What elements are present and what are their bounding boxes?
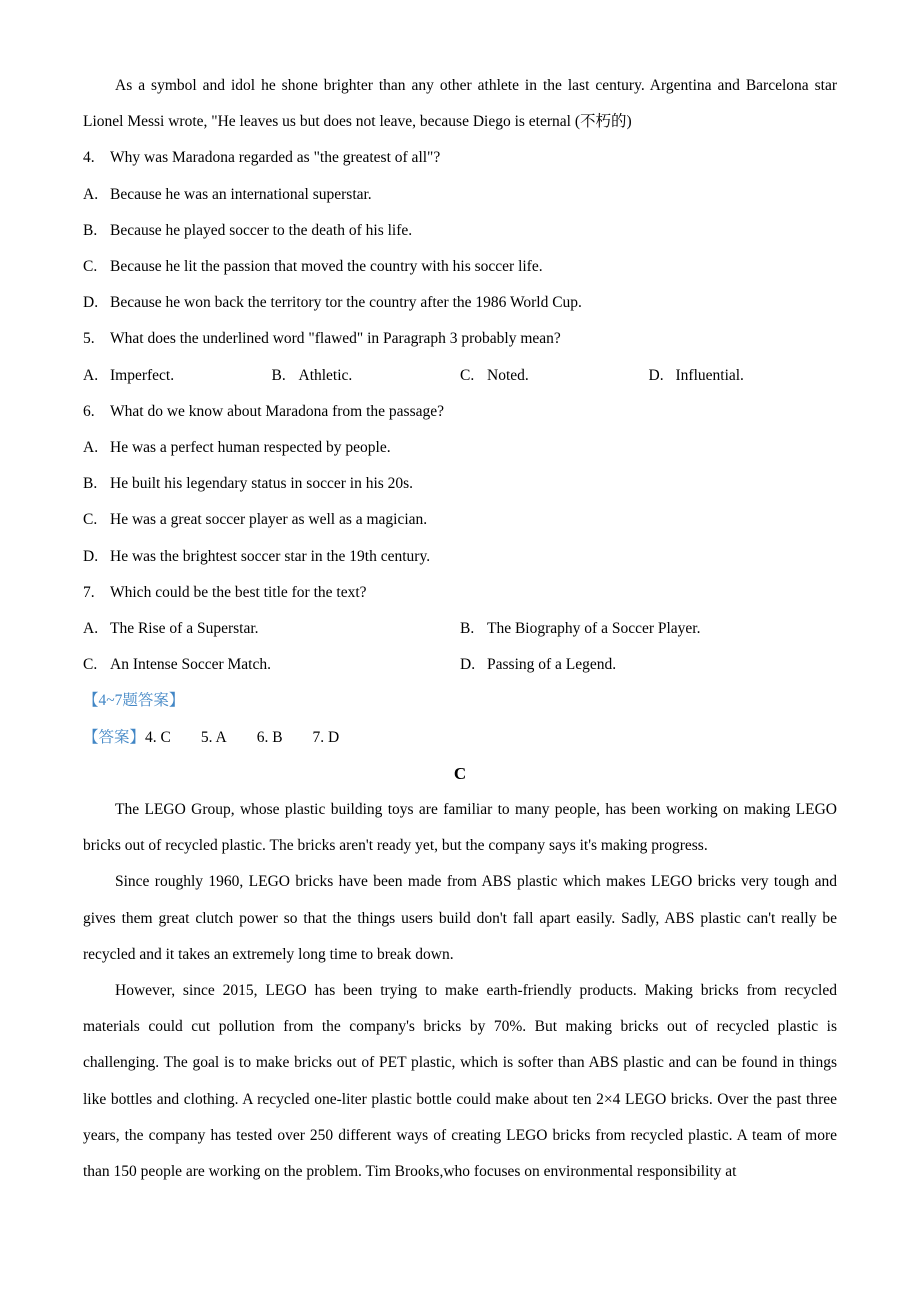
question-6-option-a [83, 430, 837, 466]
option-label: A. [83, 366, 99, 384]
question-7-options-row-2 [83, 647, 837, 683]
option-text: He was a perfect human respected by people. [110, 439, 391, 457]
option-label: D. [83, 547, 99, 565]
answer-range-header: 【4~7题答案】 [83, 692, 185, 710]
option-text: He was a great soccer player as well as a magician. [110, 511, 428, 529]
question-text: Which could be the best title for the text? [110, 583, 367, 601]
option-label: C. [460, 366, 475, 384]
question-6-option-b [83, 466, 837, 502]
body-paragraph-3: However, since 2015, LEGO has been trying to make earth-friendly products. Making bricks from recycled materials could cut pollution from the company's bricks by 70%. But making bricks out of recycled plastic is challenging. The goal is to make bricks out of PET plastic, which is softer than ABS plastic and can be found in things like bottles and clothing. A recycled one-liter plastic bottle could make about ten 2×4 LEGO bricks. Over the past three years, the company has tested over 250 different ways of creating LEGO bricks from recycled plastic. A team of more than 150 people are working on the problem. Tim Brooks,who focuses on environmental responsibility at [83, 982, 837, 1181]
option-text: Athletic. [298, 366, 353, 384]
question-7-options-row-1 [83, 611, 837, 647]
question-number: 5. [83, 330, 95, 348]
answer-line [83, 720, 837, 756]
question-4-option-a [83, 177, 837, 213]
option-text: Because he won back the territory tor the country after the 1986 World Cup. [110, 294, 582, 312]
question-5-options [83, 358, 837, 394]
option-label: C. [83, 258, 98, 276]
question-5-stem [83, 321, 837, 357]
question-7-option-c [83, 647, 460, 683]
question-6-option-c [83, 502, 837, 538]
question-6-stem [83, 394, 837, 430]
option-text: He was the brightest soccer star in the 19th century. [110, 547, 431, 565]
option-text: Imperfect. [110, 366, 175, 384]
answer-item: 4. C [145, 728, 171, 746]
option-text: Because he was an international superstar. [110, 185, 372, 203]
question-text: What do we know about Maradona from the passage? [110, 402, 444, 420]
answer-item: 5. A [200, 728, 227, 746]
option-text: Passing of a Legend. [487, 656, 617, 674]
option-text: Because he lit the passion that moved the country with his soccer life. [110, 258, 543, 276]
question-text: Why was Maradona regarded as "the greatest of all"? [110, 149, 441, 167]
option-label: B. [271, 366, 286, 384]
question-5-option-c [460, 358, 649, 394]
question-number: 7. [83, 583, 95, 601]
question-7-option-a [83, 611, 460, 647]
answer-item: 7. D [312, 728, 340, 746]
option-text: He built his legendary status in soccer in his 20s. [110, 475, 414, 493]
option-label: D. [83, 294, 99, 312]
section-heading: C [453, 763, 467, 783]
question-number: 4. [83, 149, 95, 167]
option-label: D. [648, 366, 664, 384]
option-label: C. [83, 511, 98, 529]
question-7-stem [83, 575, 837, 611]
option-text: An Intense Soccer Match. [110, 656, 271, 674]
option-text: Noted. [487, 366, 529, 384]
option-text: The Biography of a Soccer Player. [487, 620, 701, 638]
option-label: C. [83, 656, 98, 674]
option-label: B. [83, 221, 98, 239]
option-text: Influential. [675, 366, 744, 384]
question-4-option-b [83, 213, 837, 249]
option-label: A. [83, 620, 99, 638]
option-text: The Rise of a Superstar. [110, 620, 259, 638]
question-4-option-c [83, 249, 837, 285]
body-paragraph-1: The LEGO Group, whose plastic building toys are familiar to many people, has been working on making LEGO bricks out of recycled plastic. The bricks aren't ready yet, but the company says it's making progress. [83, 801, 837, 855]
option-label: A. [83, 439, 99, 457]
option-label: A. [83, 185, 99, 203]
body-paragraph-2: Since roughly 1960, LEGO bricks have been made from ABS plastic which makes LEGO bricks very tough and gives them great clutch power so that the things users build don't fall apart easily. Sadly, ABS plastic can't really be recycled and it takes an extremely long time to break down. [83, 873, 837, 963]
question-6-option-d [83, 539, 837, 575]
question-5-option-b [272, 358, 461, 394]
question-7-option-d [460, 647, 837, 683]
question-5-option-d [649, 358, 838, 394]
option-label: D. [460, 656, 476, 674]
question-text: What does the underlined word "flawed" in Paragraph 3 probably mean? [110, 330, 561, 348]
answer-label: 【答案】 [83, 728, 146, 746]
question-number: 6. [83, 402, 95, 420]
option-label: B. [460, 620, 475, 638]
option-text: Because he played soccer to the death of his life. [110, 221, 413, 239]
intro-paragraph: As a symbol and idol he shone brighter than any other athlete in the last century. Argentina and Barcelona star Lionel Messi wrote, "He leaves us but does not leave, because Diego is eternal (不朽的) [83, 77, 837, 131]
question-4-stem [83, 140, 837, 176]
question-7-option-b [460, 611, 837, 647]
answer-item: 6. B [256, 728, 283, 746]
question-5-option-a [83, 358, 272, 394]
question-4-option-d [83, 285, 837, 321]
option-label: B. [83, 475, 98, 493]
